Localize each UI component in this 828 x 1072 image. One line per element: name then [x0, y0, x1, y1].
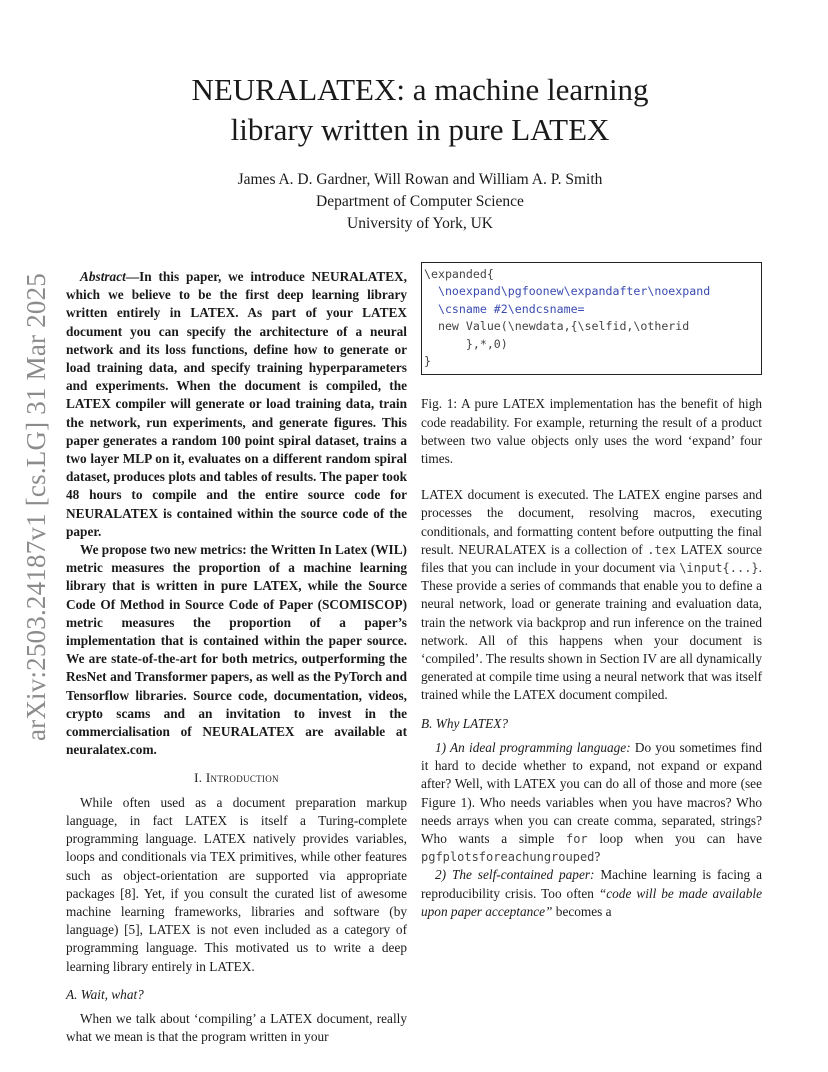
sub1-text-c: ? — [594, 849, 601, 865]
subsubsection-2-paragraph — [421, 866, 762, 921]
figure-1-caption: Fig. 1: A pure LATEX implementation has the benefit of high code readability. For example, returning the result of a product between two value objects only uses the word ‘expand’ four times. — [421, 396, 762, 467]
sub1-text-b: loop when you can have — [587, 830, 763, 846]
author-names: James A. D. Gardner, Will Rowan and William A. P. Smith — [237, 171, 603, 188]
paper-title — [140, 70, 700, 150]
subsection-a-paragraph: When we talk about ‘compiling’ a LATEX document, really what we mean is that the program written in your — [66, 1010, 407, 1045]
sub2-quote: “code will be made available upon paper acceptance” — [421, 885, 762, 919]
code-line-2: \noexpand\pgfoonew\expandafter\noexpand — [424, 284, 711, 299]
intro-paragraph: While often used as a document preparation markup language, in fact LATEX is itself a Turing-complete programming language. LATEX natively provides variables, loops and conditionals via TEX primitives, while other features such as object-orientation are supported via appropriate packages [8]. Yet, if you consult the curated list of awesome machine learning frameworks, libraries and software (by language) [5], LATEX is not even included as a category of programming language. This motivated us to write a deep learning library entirely in LATEX. — [66, 794, 407, 974]
arxiv-stamp-text: arXiv:2503.24187v1 [cs.LG] 31 Mar 2025 — [20, 273, 51, 742]
rp1-text-b: LATEX source files that you can include in your document via — [421, 541, 763, 576]
code-line-1: \expanded{ — [424, 267, 494, 281]
subsection-b-heading: B. Why LATEX? — [421, 715, 509, 731]
author-block — [140, 169, 700, 235]
abstract-label: Abstract — [80, 269, 126, 284]
subsubsection-1-paragraph — [421, 739, 762, 866]
code-line-6: } — [424, 354, 431, 369]
abstract-paragraph-2: We propose two new metrics: the Written In Latex (WIL) metric measures the proportion of a machine learning library that is written in pure LATEX, while the Source Code Of Method in Source Code of Paper (SCOMISCOP) metric measures the proportion of a paper’s implementation that is contained within the paper source. We are state-of-the-art for both metrics, outperforming the ResNet and Transformer papers, as well as the PyTorch and Tensorflow libraries. Source code, documentation, videos, crypto scams and an invitation to invest in the commercialisation of NEURALATEX are available at neuralatex.com. — [66, 542, 407, 758]
rp1-text-a: LATEX document is executed. The LATEX engine parses and processes the document, resolving macros, executing conditionals, and formatting content before outputting the final result. NEURALATEX is a collection of — [421, 487, 762, 557]
section-introduction-heading: I. Introduction — [194, 770, 279, 786]
sub2-text-b: becomes a — [552, 903, 612, 919]
code-line-3: \csname #2\endcsname= — [424, 301, 585, 316]
abstract-text: —In this paper, we introduce NEURALATEX, which we believe to be the first deep learning library written entirely in LATEX. As part of your LATEX document you can specify the architecture of a neural network and its loss functions, define how to generate or load training data, and specify training hyperparameters and experiments. When the document is compiled, the LATEX compiler will generate or load training data, train the network, run experiments, and generate figures. This paper generates a random 100 point spiral dataset, trains a two layer MLP on it, evaluates on a different random spiral dataset, produces plots and tables of results. The paper took 48 hours to compile and the entire source code for NEURALATEX is contained within the source code of the paper. — [66, 269, 407, 539]
author-university: University of York, UK — [347, 215, 493, 232]
left-column — [66, 268, 407, 1046]
arxiv-stamp — [14, 255, 58, 760]
right-paragraph-1 — [421, 486, 762, 704]
sub1-label: 1) An ideal programming language: — [435, 739, 631, 755]
sub1-pgf-command: pgfplotsforeachungrouped — [421, 850, 595, 865]
title-line-2: library written in pure LATEX — [230, 112, 610, 147]
code-line-4: new Value(\newdata,{\selfid,\otherid — [424, 319, 690, 334]
code-listing — [421, 262, 762, 375]
subsection-a-heading: A. Wait, what? — [66, 986, 144, 1002]
sub2-text-a: Machine learning is facing a reproducibility crisis. Too often — [421, 867, 762, 901]
rp1-text-c: . These provide a series of commands that enable you to define a neural network, load or generate training and evaluation data, train the network via backprop and run inference on the trained network. All of this happens when your document is ‘compiled’. The results shown in Section IV are all dynamically generated at compile time using a neural network that was itself trained while the LATEX document compiled. — [421, 560, 762, 703]
right-column — [421, 262, 762, 921]
sub1-for-keyword: for — [565, 831, 588, 846]
sub1-text-a: Do you sometimes find it hard to decide whether to expand, not expand or expand after? Well, with LATEX you can do all of those and more (see Figure 1). Who needs variables when you have macros? Who needs arrays when you can create comma, separated, strings? Who wants a simple — [421, 739, 762, 846]
rp1-input-cmd: \input{...} — [679, 561, 759, 576]
sub2-label: 2) The self-contained paper: — [435, 867, 595, 883]
code-line-5: },*,0) — [424, 336, 508, 351]
title-line-1: NEURALATEX: a machine learning — [191, 72, 649, 107]
rp1-tex-ext: .tex — [647, 542, 677, 557]
author-department: Department of Computer Science — [316, 193, 524, 210]
abstract-paragraph-1 — [66, 268, 407, 541]
